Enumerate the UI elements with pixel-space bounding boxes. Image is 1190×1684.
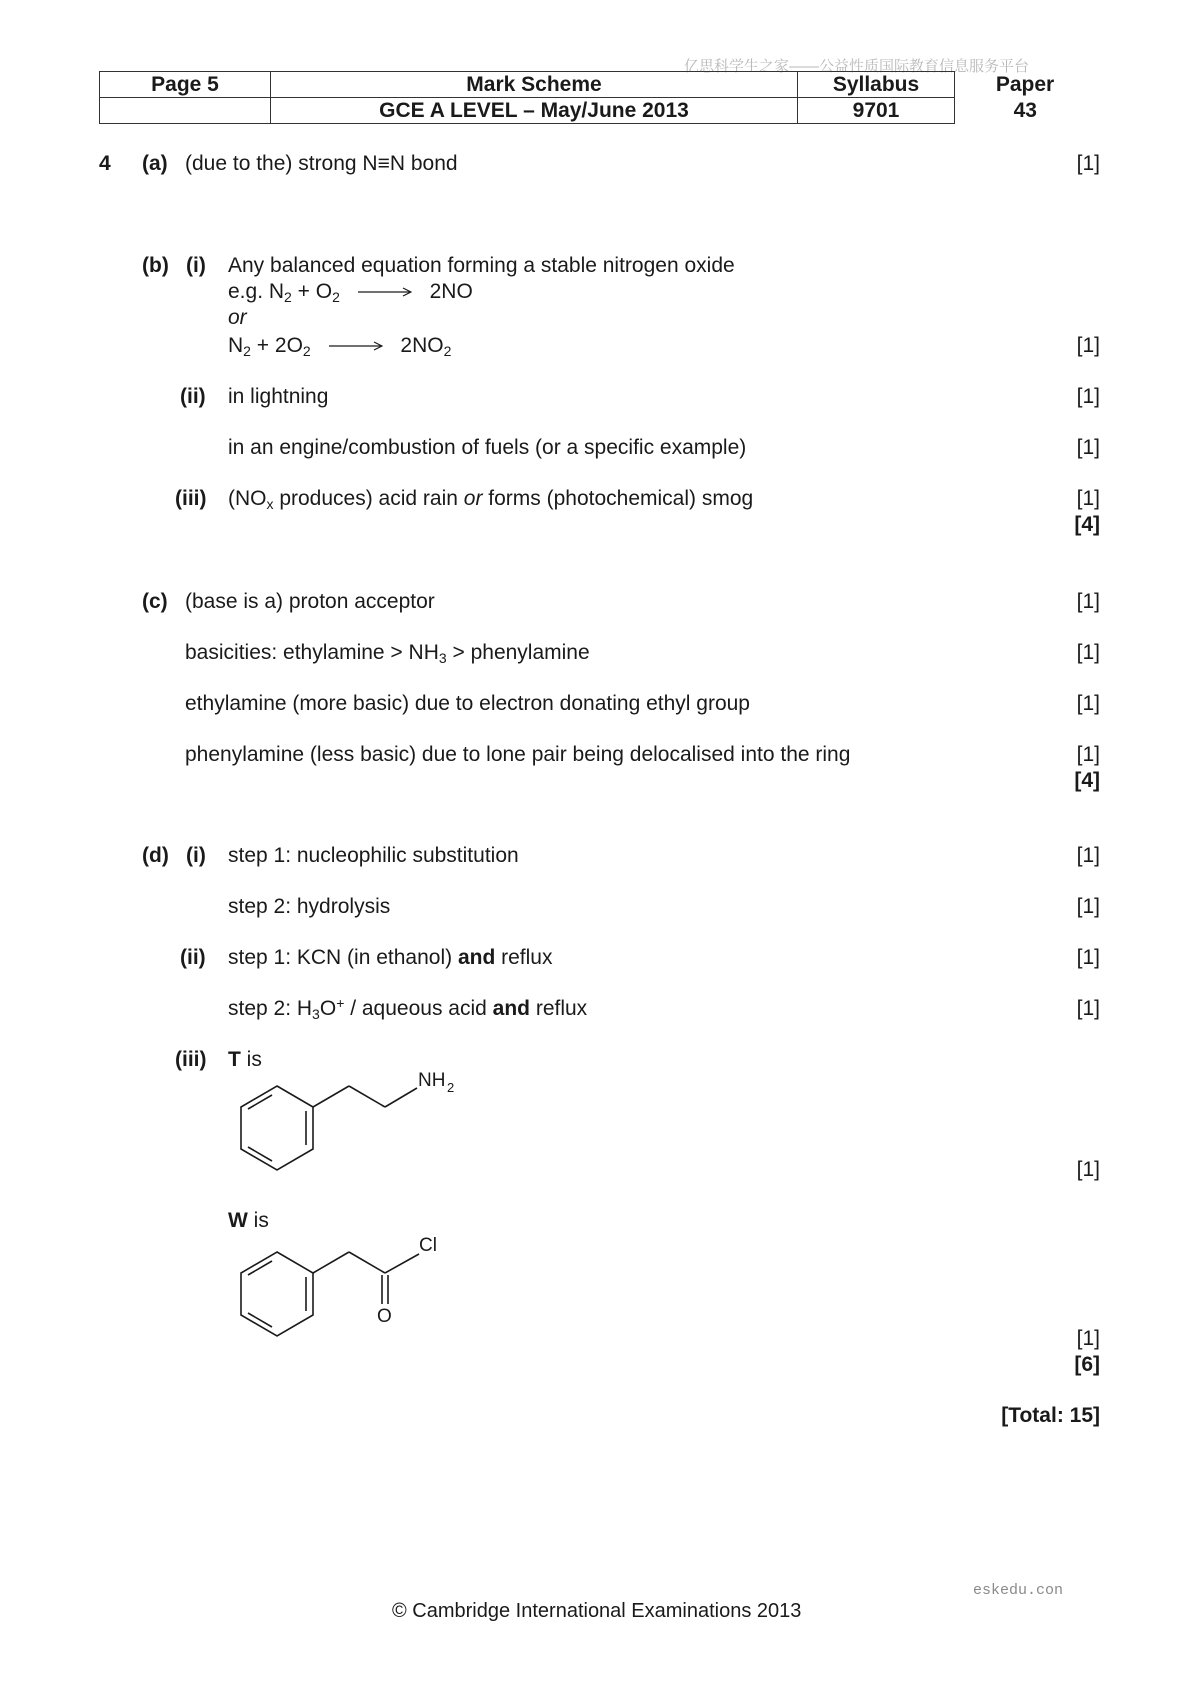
eq2-sub2: 2 <box>302 343 311 359</box>
part-d-ii-label: (ii) <box>180 946 206 969</box>
part-a-mark: [1] <box>1076 152 1100 175</box>
compound-t-nh: NH <box>418 1070 446 1091</box>
b-iii-sub: x <box>266 496 274 512</box>
part-c-mark4: [1] <box>1076 743 1100 766</box>
part-b-total: [4] <box>1074 513 1100 536</box>
eq2-sub3: 2 <box>443 343 452 359</box>
d-ii-2-bold: and <box>492 997 530 1020</box>
d-ii-2-o: O <box>319 997 337 1020</box>
eq1-sub2: 2 <box>332 289 340 305</box>
part-d-ii-mark2: [1] <box>1076 997 1100 1020</box>
part-a-label: (a) <box>142 152 168 175</box>
watermark-top: 亿思科学生之家——公益性质国际教育信息服务平台 <box>684 58 1030 75</box>
c-line2-pre: basicities: ethylamine > NH <box>185 641 439 664</box>
eq1-mid: + O <box>291 280 333 303</box>
part-b-ii-label: (ii) <box>180 385 206 408</box>
c-line2-sub: 3 <box>438 650 447 666</box>
part-d-i-mark2: [1] <box>1076 895 1100 918</box>
part-d-i-label: (i) <box>186 844 206 867</box>
part-b-ii-mark2: [1] <box>1076 436 1100 459</box>
header-syllabus-label: Syllabus <box>798 72 955 98</box>
header-page: Page 5 <box>100 72 271 98</box>
part-b-ii-mark1: [1] <box>1076 385 1100 408</box>
reaction-arrow-icon <box>358 287 412 297</box>
eq2-product: 2NO <box>400 334 444 357</box>
question-number: 4 <box>99 152 111 175</box>
part-b-ii-text2: in an engine/combustion of fuels (or a specific example) <box>228 436 747 459</box>
part-b-i-equation2 <box>228 334 451 358</box>
header-mark-scheme: Mark Scheme <box>271 72 798 98</box>
part-d-ii-mark1: [1] <box>1076 946 1100 969</box>
part-b-label: (b) <box>142 254 169 277</box>
compound-t-nh-sub: 2 <box>447 1080 455 1095</box>
part-d-label: (d) <box>142 844 169 867</box>
compound-t-is: is <box>240 1048 262 1071</box>
part-b-i-label: (i) <box>186 254 206 277</box>
compound-w-cl: Cl <box>419 1235 437 1256</box>
part-d-iii-label: (iii) <box>175 1048 207 1071</box>
part-c-line1: (base is a) proton acceptor <box>185 590 435 613</box>
compound-w-structure <box>225 1230 465 1345</box>
part-b-i-mark: [1] <box>1076 334 1100 357</box>
b-iii-pre: (NO <box>228 487 267 510</box>
part-c-mark1: [1] <box>1076 590 1100 613</box>
part-c-label: (c) <box>142 590 168 613</box>
part-c-mark2: [1] <box>1076 641 1100 664</box>
b-iii-or: or <box>463 487 483 510</box>
d-ii-1-post: reflux <box>495 946 553 969</box>
part-b-iii-text <box>228 487 753 511</box>
watermark-bottom: eskedu.con <box>973 1582 1064 1599</box>
d-ii-2-pre: step 2: H <box>228 997 313 1020</box>
reaction-arrow-icon <box>329 341 383 351</box>
d-ii-2-post: reflux <box>530 997 588 1020</box>
grand-total: [Total: 15] <box>1001 1404 1100 1427</box>
compound-t-structure <box>225 1065 465 1180</box>
part-b-i-equation1 <box>228 280 473 304</box>
eq2-prefix: N <box>228 334 244 357</box>
header-table <box>99 71 1096 124</box>
d-ii-1-bold: and <box>457 946 496 969</box>
part-b-iii-mark: [1] <box>1076 487 1100 510</box>
eq2-sub1: 2 <box>243 343 251 359</box>
b-iii-mid: produces) acid rain <box>273 487 464 510</box>
d-ii-2-sub: 3 <box>312 1006 320 1022</box>
d-ii-2-sup: + <box>336 995 345 1011</box>
eq1-product: 2NO <box>429 280 473 303</box>
eq2-mid: + 2O <box>250 334 303 357</box>
part-c-line2 <box>185 641 590 665</box>
part-d-ii-text1 <box>228 946 552 970</box>
part-d-i-text1: step 1: nucleophilic substitution <box>228 844 519 867</box>
header-syllabus-code: 9701 <box>798 98 955 124</box>
header-paper-number: 43 <box>1013 99 1037 122</box>
part-d-total: [6] <box>1074 1353 1100 1376</box>
compound-w-is: is <box>247 1209 269 1232</box>
compound-w-letter: W <box>228 1209 248 1232</box>
d-ii-1-pre: step 1: KCN (in ethanol) <box>228 946 458 969</box>
part-b-i-line1: Any balanced equation forming a stable nitrogen oxide <box>228 254 735 277</box>
b-iii-post: forms (photochemical) smog <box>482 487 754 510</box>
compound-t-mark: [1] <box>1076 1158 1100 1181</box>
part-d-i-mark1: [1] <box>1076 844 1100 867</box>
part-b-iii-label: (iii) <box>175 487 207 510</box>
footer-copyright: © Cambridge International Examinations 2013 <box>392 1600 802 1622</box>
header-exam: GCE A LEVEL – May/June 2013 <box>271 98 798 124</box>
part-c-line4: phenylamine (less basic) due to lone pair being delocalised into the ring <box>185 743 851 766</box>
compound-w-mark: [1] <box>1076 1327 1100 1350</box>
d-ii-2-mid: / aqueous acid <box>344 997 493 1020</box>
compound-w-o: O <box>377 1306 392 1327</box>
compound-t-letter: T <box>228 1048 241 1071</box>
part-a-text: (due to the) strong N≡N bond <box>185 152 458 175</box>
header-paper-label: Paper <box>995 73 1055 96</box>
c-line2-post: > phenylamine <box>446 641 590 664</box>
part-c-line3: ethylamine (more basic) due to electron donating ethyl group <box>185 692 750 715</box>
eq1-prefix: e.g. N <box>228 280 285 303</box>
part-c-mark3: [1] <box>1076 692 1100 715</box>
part-b-ii-text1: in lightning <box>228 385 329 408</box>
part-d-i-text2: step 2: hydrolysis <box>228 895 391 918</box>
part-d-ii-text2 <box>228 997 587 1021</box>
header-empty-cell <box>100 98 271 124</box>
part-c-total: [4] <box>1074 769 1100 792</box>
part-b-i-or: or <box>228 306 247 329</box>
eq1-sub1: 2 <box>284 289 292 305</box>
